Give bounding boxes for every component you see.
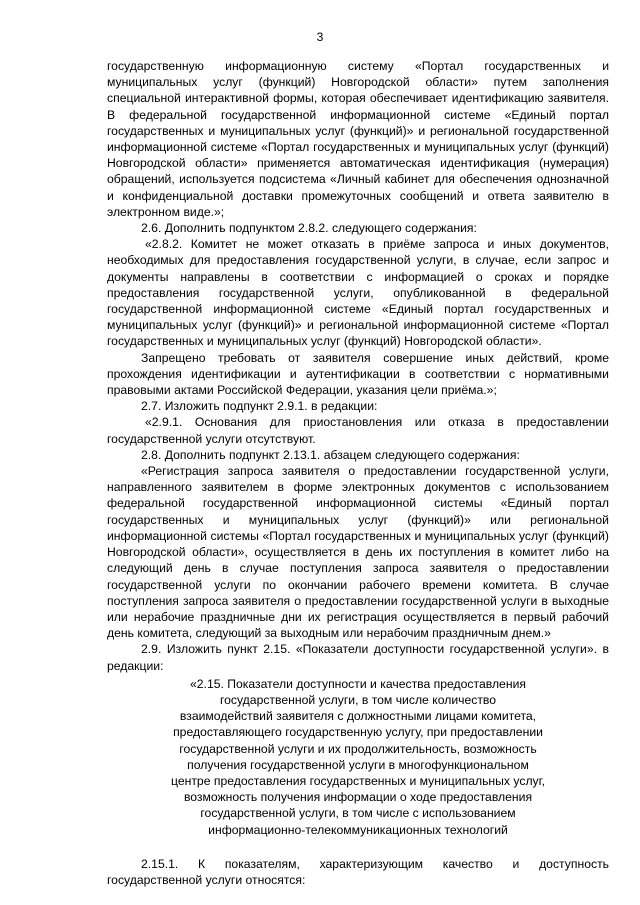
paragraph: «2.8.2. Комитет не может отказать в приёме запроса и иных документов, необходимых для предоставления государственной услуги, в случае, если запрос и документы направлены в соответствии с информацией о сроках и порядке предоставления государственной услуги, опубликованной в федеральной государственной информационной системе «Единый портал государственных и муниципальных услуг (функций)» и региональной информационной системе «Портал государственных и муниципальных услуг (функций) Новгородской области».	[107, 237, 609, 349]
paragraph: Запрещено требовать от заявителя совершение иных действий, кроме прохождения идентификации и аутентификации в соответствии с нормативными правовыми актами Российской Федерации, указания цели приёма.»;	[107, 350, 609, 398]
heading-line: «2.15. Показатели доступности и качества предоставления	[190, 676, 526, 691]
paragraph: 2.8. Дополнить подпункт 2.13.1. абзацем следующего содержания:	[141, 447, 520, 462]
paragraph: государственную информационную систему «Портал государственных и муниципальных услуг (функций) Новгородской области» путем заполнения специальной интерактивной формы, которая обеспечивает идентификацию заявителя. В федеральной государственной информационной системе «Единый портал государственных и муниципальных услуг (функций)» и региональной государственной информационной системе «Портал государственных и муниципальных услуг (функций) Новгородской области» применяется автоматическая идентификация (нумерация) обращений, используется подсистема «Личный кабинет для обеспечения однозначной и конфиденциальной доставки промежуточных сообщений и ответа заявителю в электронном виде.»;	[107, 59, 609, 219]
document-body	[107, 58, 609, 888]
heading-line: государственной услуги и их продолжительность, возможность	[179, 741, 537, 756]
heading-line: государственной услуги, в том числе количество	[219, 692, 497, 707]
heading-line: получения государственной услуги в многофункциональном	[187, 757, 529, 772]
paragraph: 2.9. Изложить пункт 2.15. «Показатели доступности государственной услуги». в редакции:	[107, 642, 609, 673]
paragraph: «2.9.1. Основания для приостановления или отказа в предоставлении государственной услуги отсутствуют.	[107, 415, 609, 446]
page-number: 3	[316, 30, 324, 44]
heading-line: возможность получения информации о ходе предоставления	[183, 790, 533, 805]
paragraph: 2.7. Изложить подпункт 2.9.1. в редакции:	[141, 399, 378, 414]
paragraph: 2.6. Дополнить подпунктом 2.8.2. следующего содержания:	[141, 221, 477, 236]
heading-line: государственной услуги, в том числе с использованием	[200, 806, 516, 821]
heading-line: предоставляющего государственную услугу, при предоставлении	[173, 725, 543, 740]
section-heading-block	[107, 676, 609, 838]
heading-line: взаимодействий заявителя с должностными лицами комитета,	[179, 709, 537, 724]
heading-line: информационно-телекоммуникационных технологий	[208, 822, 508, 837]
heading-line: центре предоставления государственных и муниципальных услуг,	[170, 773, 545, 788]
paragraph: «Регистрация запроса заявителя о предоставлении государственной услуги, направленного заявителем в форме электронных документов с использованием федеральной государственной информационной системы «Единый портал государственных и муниципальных услуг (функций)» или региональной информационной системы «Портал государственных и муниципальных услуг (функций) Новгородской области», осуществляется в день их поступления в комитет либо на следующий день в случае поступления запроса заявителя о предоставлении государственной услуги по окончании рабочего времени комитета. В случае поступления запроса заявителя о предоставлении государственной услуги в выходные или нерабочие праздничные дни их регистрация осуществляется в первый рабочий день комитета, следующий за выходным или нерабочим праздничным днем.»	[107, 464, 609, 641]
paragraph: 2.15.1. К показателям, характеризующим качество и доступность государственной услуги относятся:	[107, 856, 609, 887]
